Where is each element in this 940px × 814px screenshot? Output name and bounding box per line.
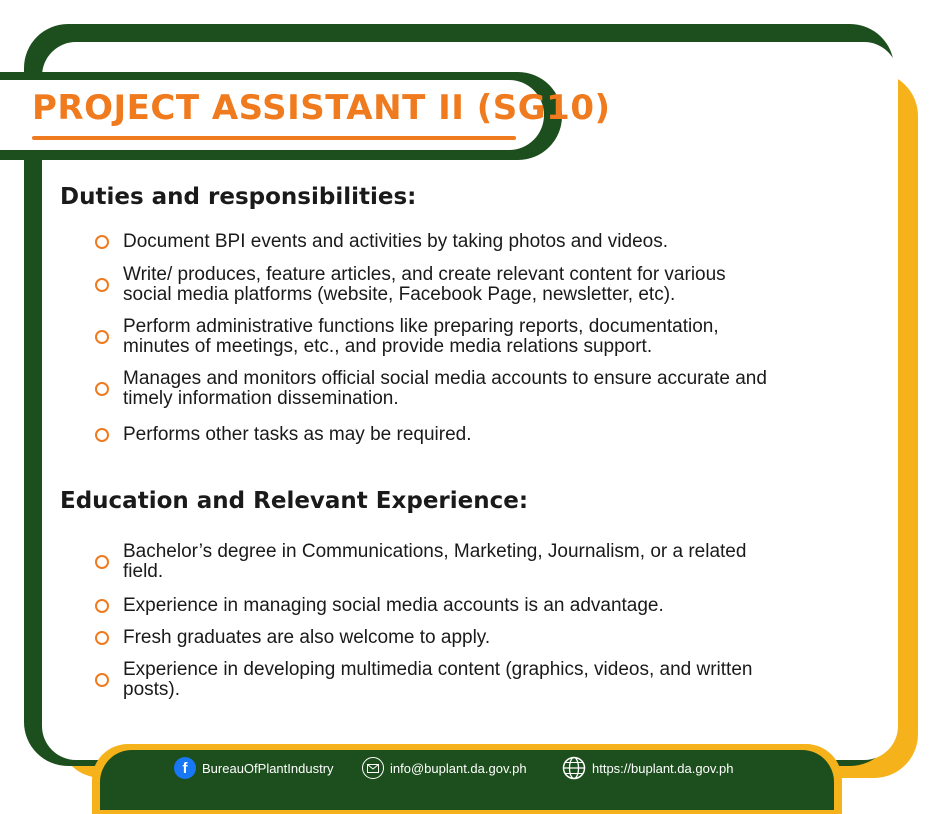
duties-item-text: Document BPI events and activities by taking photos and videos. [123,231,668,252]
circle-bullet-icon [95,278,109,292]
education-item-text: Experience in managing social media accounts is an advantage. [123,595,664,616]
duties-item-text: minutes of meetings, etc., and provide media relations support. [123,336,653,357]
title-underline [32,136,516,140]
duties-item-text: Performs other tasks as may be required. [123,424,472,445]
facebook-link[interactable] [174,756,334,780]
mail-icon [362,757,384,779]
duties-item [95,317,885,357]
email-link[interactable] [362,756,527,780]
circle-bullet-icon [95,599,109,613]
education-item-text: Experience in developing multimedia content (graphics, videos, and written [123,659,753,680]
education-item-text: Fresh graduates are also welcome to apply. [123,627,491,648]
education-heading: Education and Relevant Experience: [60,488,529,514]
circle-bullet-icon [95,382,109,396]
circle-bullet-icon [95,673,109,687]
duties-item-text: Perform administrative functions like preparing reports, documentation, [123,316,719,337]
duties-item-text: timely information dissemination. [123,388,399,409]
duties-heading: Duties and responsibilities: [60,184,417,210]
duties-item [95,425,885,445]
duties-list [95,232,885,445]
education-item [95,660,885,700]
education-item [95,628,885,648]
education-item [95,596,885,616]
education-item-text: Bachelor’s degree in Communications, Marketing, Journalism, or a related [123,541,747,562]
duties-item-text: Write/ produces, feature articles, and create relevant content for various [123,264,726,285]
globe-icon [562,756,586,780]
website-link[interactable] [562,756,733,780]
circle-bullet-icon [95,555,109,569]
education-list [95,542,885,700]
circle-bullet-icon [95,631,109,645]
circle-bullet-icon [95,330,109,344]
facebook-icon: f [174,757,196,779]
website-label: https://buplant.da.gov.ph [592,760,734,776]
duties-item-text: social media platforms (website, Facebook Page, newsletter, etc). [123,284,676,305]
education-item-text: posts). [123,679,181,700]
duties-item-text: Manages and monitors official social media accounts to ensure accurate and [123,368,767,389]
circle-bullet-icon [95,235,109,249]
education-item-text: field. [123,561,164,582]
circle-bullet-icon [95,428,109,442]
duties-item [95,369,885,409]
facebook-label: BureauOfPlantIndustry [202,760,334,776]
page-title: PROJECT ASSISTANT II (SG10) [32,88,611,128]
duties-item [95,265,885,305]
email-label: info@buplant.da.gov.ph [390,760,527,776]
duties-item [95,232,885,252]
education-item [95,542,885,582]
